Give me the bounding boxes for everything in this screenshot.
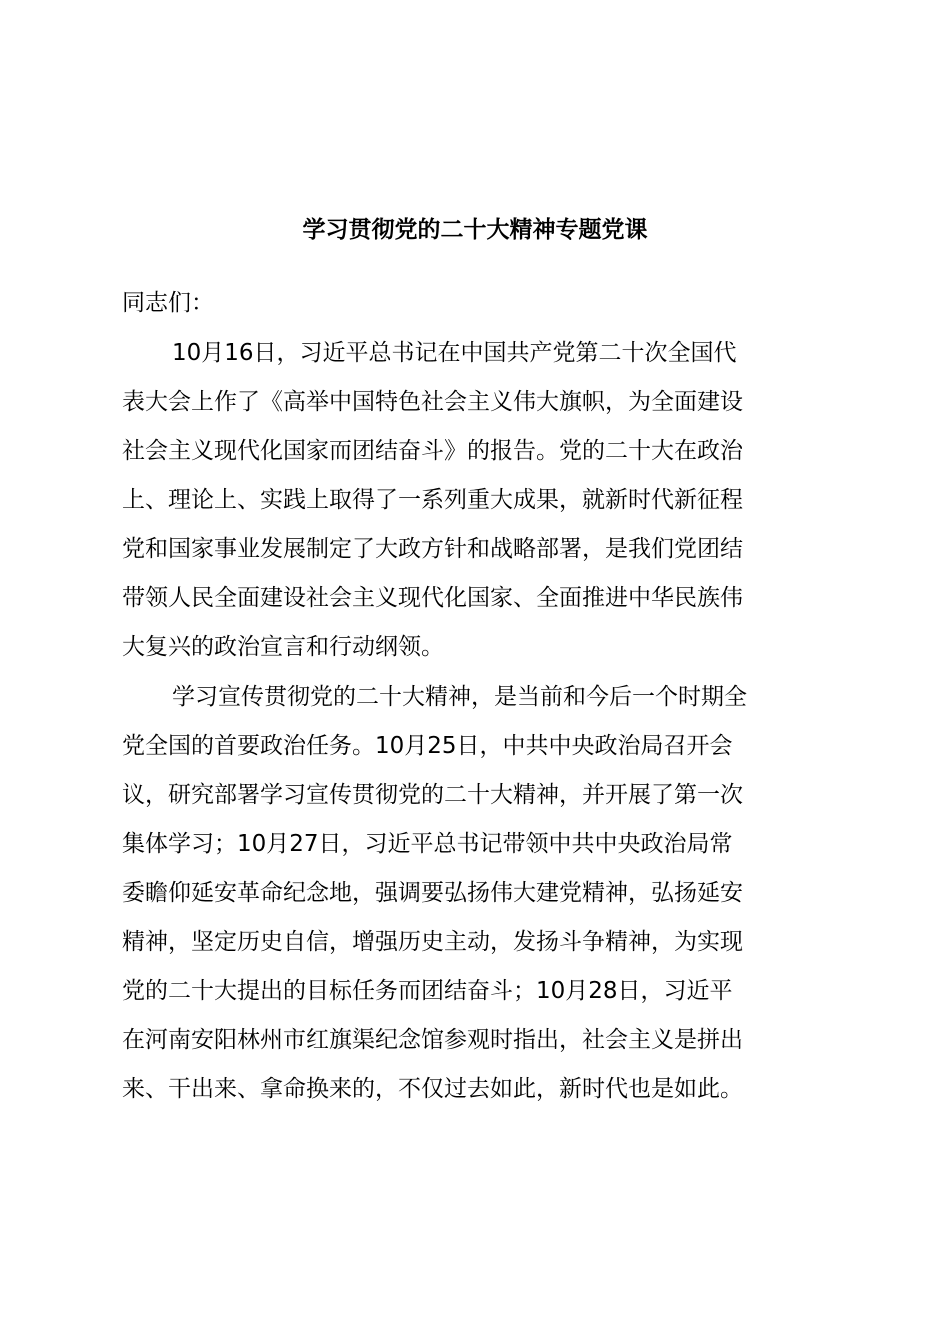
paragraph-line: 10月16日，习近平总书记在中国共产党第二十次全国代 [172,340,737,366]
paragraph-line: 议，研究部署学习宣传贯彻党的二十大精神，并开展了第一次 [122,782,743,808]
paragraph-line: 在河南安阳林州市红旗渠纪念馆参观时指出，社会主义是拼出 [122,1027,743,1053]
paragraph-line: 来、干出来、拿命换来的，不仅过去如此，新时代也是如此。 [122,1076,743,1102]
paragraph-2 [122,673,834,1114]
paragraph-line: 上、理论上、实践上取得了一系列重大成果，就新时代新征程 [122,487,743,513]
document-title: 学习贯彻党的二十大精神专题党课 [302,217,648,243]
paragraph-line: 集体学习；10月27日，习近平总书记带领中共中央政治局常 [122,831,733,857]
paragraph-line: 大复兴的政治宣言和行动纲领。 [122,634,444,660]
paragraph-line: 带领人民全面建设社会主义现代化国家、全面推进中华民族伟 [122,585,743,611]
paragraph-line: 精神，坚定历史自信，增强历史主动，发扬斗争精神，为实现 [122,929,743,955]
paragraph-1 [122,329,834,672]
paragraph-line: 党的二十大提出的目标任务而团结奋斗；10月28日，习近平 [122,978,733,1004]
paragraph-line: 社会主义现代化国家而团结奋斗》的报告。党的二十大在政治 [122,438,743,464]
paragraph-line: 党全国的首要政治任务。10月25日，中共中央政治局召开会 [122,733,733,759]
paragraph-line: 学习宣传贯彻党的二十大精神，是当前和今后一个时期全 [172,684,747,710]
paragraph-line: 委瞻仰延安革命纪念地，强调要弘扬伟大建党精神，弘扬延安 [122,880,743,906]
salutation: 同志们： [122,290,214,316]
paragraph-line: 党和国家事业发展制定了大政方针和战略部署，是我们党团结 [122,536,743,562]
paragraph-line: 表大会上作了《高举中国特色社会主义伟大旗帜，为全面建设 [122,389,743,415]
